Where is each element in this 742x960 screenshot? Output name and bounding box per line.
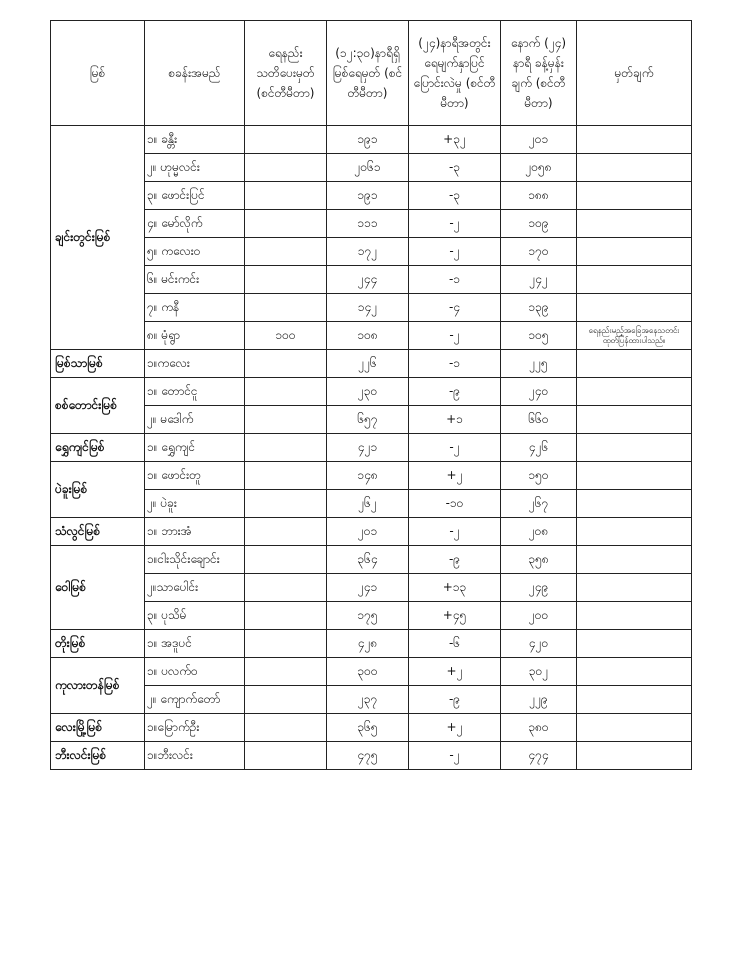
station-cell: ၇။ ကနီ [145, 294, 245, 322]
station-cell: ၁။ ပလက်ဝ [145, 658, 245, 686]
change-cell: -၂ [409, 742, 501, 770]
change-cell: -၂ [409, 238, 501, 266]
change-cell: +၁၃ [409, 574, 501, 602]
current-level-cell: ၂၄၁ [327, 574, 409, 602]
danger-level-cell [245, 518, 327, 546]
table-row [51, 742, 692, 770]
current-level-cell: ၃၆၅ [327, 714, 409, 742]
change-cell: +၂ [409, 714, 501, 742]
change-cell: +၂ [409, 462, 501, 490]
header-station: စခန်းအမည် [145, 21, 245, 126]
station-cell: ၁။ ဖောင်းတူ [145, 462, 245, 490]
danger-level-cell [245, 714, 327, 742]
header-danger-level: ရေနည်း သတိပေးမှတ် (စင်တီမီတာ) [245, 21, 327, 126]
table-row [51, 238, 692, 266]
header-current-level: (၁၂:၃၀)နာရီရှိ မြစ်ရေမှတ် (စင်တီမီတာ) [327, 21, 409, 126]
remark-cell [577, 574, 692, 602]
river-name-cell: ဝေါမြစ် [51, 546, 145, 630]
river-name-cell: ပဲခူးမြစ် [51, 462, 145, 518]
station-cell: ၁။ အဒူပင် [145, 630, 245, 658]
station-cell: ၄။ မော်လိုက် [145, 210, 245, 238]
remark-cell [577, 602, 692, 630]
forecast-cell: ၁၃၉ [501, 294, 577, 322]
table-row [51, 658, 692, 686]
station-cell: ၁။မြောက်ဦး [145, 714, 245, 742]
danger-level-cell [245, 378, 327, 406]
current-level-cell: ၁၄၂ [327, 294, 409, 322]
change-cell: +၄၅ [409, 602, 501, 630]
header-river: မြစ် [51, 21, 145, 126]
change-cell: -၂ [409, 434, 501, 462]
table-row [51, 266, 692, 294]
station-cell: ၁။ ဘားအံ [145, 518, 245, 546]
table-row [51, 182, 692, 210]
table-row [51, 546, 692, 574]
forecast-cell: ၂၀၅၈ [501, 154, 577, 182]
danger-level-cell [245, 154, 327, 182]
table-row [51, 602, 692, 630]
river-name-cell: မြစ်သာမြစ် [51, 350, 145, 378]
forecast-cell: ၂၂၉ [501, 686, 577, 714]
remark-cell [577, 350, 692, 378]
table-row [51, 434, 692, 462]
change-cell: +၂ [409, 658, 501, 686]
table-row [51, 686, 692, 714]
danger-level-cell [245, 210, 327, 238]
danger-level-cell [245, 658, 327, 686]
current-level-cell: ၁၉၁ [327, 182, 409, 210]
change-cell: -၉ [409, 686, 501, 714]
station-cell: ၅။ ကလေးဝ [145, 238, 245, 266]
remark-cell [577, 266, 692, 294]
station-cell: ၂။ ကျောက်တော် [145, 686, 245, 714]
remark-cell [577, 406, 692, 434]
change-cell: -၁ [409, 266, 501, 294]
table-header [51, 21, 692, 126]
river-name-cell: လေးမြို့မြစ် [51, 714, 145, 742]
remark-cell [577, 154, 692, 182]
remark-cell [577, 126, 692, 154]
remark-cell [577, 238, 692, 266]
river-name-cell: တိုးမြစ် [51, 630, 145, 658]
forecast-cell: ၄၇၄ [501, 742, 577, 770]
forecast-cell: ၃၀၂ [501, 658, 577, 686]
change-cell: -၃ [409, 154, 501, 182]
station-cell: ၁။ငါးသိုင်းချောင်း [145, 546, 245, 574]
danger-level-cell [245, 462, 327, 490]
danger-level-cell [245, 742, 327, 770]
danger-level-cell [245, 630, 327, 658]
forecast-cell: ၂၀၁ [501, 126, 577, 154]
remark-cell: ရေနည်းမည့်အခြေအနေသတင်း ထုတ်ပြန်ထားပါသည်။ [577, 322, 692, 350]
current-level-cell: ၂၆၂ [327, 490, 409, 518]
danger-level-cell [245, 350, 327, 378]
remark-cell [577, 630, 692, 658]
forecast-cell: ၄၂၆ [501, 434, 577, 462]
current-level-cell: ၁၇၂ [327, 238, 409, 266]
table-row [51, 126, 692, 154]
forecast-cell: ၂၀၈ [501, 518, 577, 546]
station-cell: ၁။ ရွှေကျင် [145, 434, 245, 462]
station-cell: ၂။ ဟုမ္မလင်း [145, 154, 245, 182]
change-cell: -၂ [409, 518, 501, 546]
current-level-cell: ၁၁၁ [327, 210, 409, 238]
change-cell: -၉ [409, 378, 501, 406]
station-cell: ၂။ ပဲခူး [145, 490, 245, 518]
station-cell: ၆။ မင်းကင်း [145, 266, 245, 294]
table-row [51, 294, 692, 322]
remark-cell [577, 378, 692, 406]
river-name-cell: ကုလားတန်မြစ် [51, 658, 145, 714]
change-cell: -၁ [409, 350, 501, 378]
current-level-cell: ၆၅၇ [327, 406, 409, 434]
current-level-cell: ၂၄၄ [327, 266, 409, 294]
change-cell: -၉ [409, 546, 501, 574]
header-remark: မှတ်ချက် [577, 21, 692, 126]
river-name-cell: ချင်းတွင်းမြစ် [51, 126, 145, 350]
remark-cell [577, 546, 692, 574]
station-cell: ၂။ မဒေါက် [145, 406, 245, 434]
forecast-cell: ၄၂၀ [501, 630, 577, 658]
remark-cell [577, 714, 692, 742]
forecast-cell: ၂၂၅ [501, 350, 577, 378]
station-cell: ၁။ကလေး [145, 350, 245, 378]
table-row [51, 154, 692, 182]
remark-cell [577, 182, 692, 210]
river-name-cell: ရွှေကျင်မြစ် [51, 434, 145, 462]
remark-cell [577, 686, 692, 714]
danger-level-cell [245, 602, 327, 630]
change-cell: -၄ [409, 294, 501, 322]
station-cell: ၁။ တောင်ငူ [145, 378, 245, 406]
table-body [51, 126, 692, 770]
table-row [51, 322, 692, 350]
station-cell: ၃။ ပုသိမ် [145, 602, 245, 630]
table-row [51, 574, 692, 602]
danger-level-cell [245, 406, 327, 434]
forecast-cell: ၂၄၀ [501, 378, 577, 406]
forecast-cell: ၂၄၂ [501, 266, 577, 294]
forecast-cell: ၁၅၀ [501, 462, 577, 490]
remark-cell [577, 658, 692, 686]
change-cell: +၃၂ [409, 126, 501, 154]
remark-cell [577, 294, 692, 322]
table-row [51, 350, 692, 378]
table-row [51, 630, 692, 658]
forecast-cell: ၁၀၉ [501, 210, 577, 238]
station-cell: ၁။ဘီးလင်း [145, 742, 245, 770]
river-water-level-table [50, 20, 692, 770]
danger-level-cell [245, 686, 327, 714]
forecast-cell: ၂၆၇ [501, 490, 577, 518]
current-level-cell: ၂၀၁ [327, 518, 409, 546]
current-level-cell: ၄၂၁ [327, 434, 409, 462]
current-level-cell: ၂၀၆၁ [327, 154, 409, 182]
table-row [51, 714, 692, 742]
danger-level-cell [245, 574, 327, 602]
table-row [51, 462, 692, 490]
remark-cell [577, 742, 692, 770]
forecast-cell: ၁၈၈ [501, 182, 577, 210]
river-name-cell: စစ်တောင်းမြစ် [51, 378, 145, 434]
change-cell: -၂ [409, 322, 501, 350]
forecast-cell: ၆၆၀ [501, 406, 577, 434]
table-row [51, 518, 692, 546]
forecast-cell: ၂၄၉ [501, 574, 577, 602]
current-level-cell: ၂၃၀ [327, 378, 409, 406]
forecast-cell: ၁၇၀ [501, 238, 577, 266]
danger-level-cell [245, 546, 327, 574]
header-24h-change: (၂၄)နာရီအတွင်း ရေမျက်နှာပြင် ပြောင်းလဲမှု (စင်တီမီတာ) [409, 21, 501, 126]
danger-level-cell [245, 238, 327, 266]
danger-level-cell [245, 294, 327, 322]
change-cell: +၁ [409, 406, 501, 434]
remark-cell [577, 434, 692, 462]
current-level-cell: ၂၂၆ [327, 350, 409, 378]
forecast-cell: ၃၅၈ [501, 546, 577, 574]
current-level-cell: ၃၆၄ [327, 546, 409, 574]
danger-level-cell [245, 266, 327, 294]
current-level-cell: ၂၃၇ [327, 686, 409, 714]
station-cell: ၃။ ဖောင်းပြင် [145, 182, 245, 210]
danger-level-cell [245, 126, 327, 154]
change-cell: -၃ [409, 182, 501, 210]
current-level-cell: ၁၀၈ [327, 322, 409, 350]
change-cell: -၂ [409, 210, 501, 238]
table-row [51, 210, 692, 238]
current-level-cell: ၁၉၁ [327, 126, 409, 154]
river-name-cell: သံလွင်မြစ် [51, 518, 145, 546]
current-level-cell: ၁၄၈ [327, 462, 409, 490]
station-cell: ၂။သာပေါင်း [145, 574, 245, 602]
current-level-cell: ၃၀၀ [327, 658, 409, 686]
current-level-cell: ၁၇၅ [327, 602, 409, 630]
table-row [51, 490, 692, 518]
change-cell: -၆ [409, 630, 501, 658]
remark-cell [577, 210, 692, 238]
danger-level-cell: ၁၀၀ [245, 322, 327, 350]
station-cell: ၁။ ခန္တီး [145, 126, 245, 154]
change-cell: -၁၀ [409, 490, 501, 518]
remark-cell [577, 518, 692, 546]
danger-level-cell [245, 182, 327, 210]
table-row [51, 406, 692, 434]
current-level-cell: ၄၇၅ [327, 742, 409, 770]
forecast-cell: ၂၀၀ [501, 602, 577, 630]
river-name-cell: ဘီးလင်းမြစ် [51, 742, 145, 770]
forecast-cell: ၁၀၅ [501, 322, 577, 350]
danger-level-cell [245, 434, 327, 462]
remark-cell [577, 462, 692, 490]
current-level-cell: ၄၂၈ [327, 630, 409, 658]
forecast-cell: ၃၈၀ [501, 714, 577, 742]
danger-level-cell [245, 490, 327, 518]
table-row [51, 378, 692, 406]
remark-cell [577, 490, 692, 518]
header-forecast: နောက် (၂၄) နာရီ ခန့်မှန်းချက် (စင်တီမီတာ) [501, 21, 577, 126]
station-cell: ၈။ မုံရွာ [145, 322, 245, 350]
